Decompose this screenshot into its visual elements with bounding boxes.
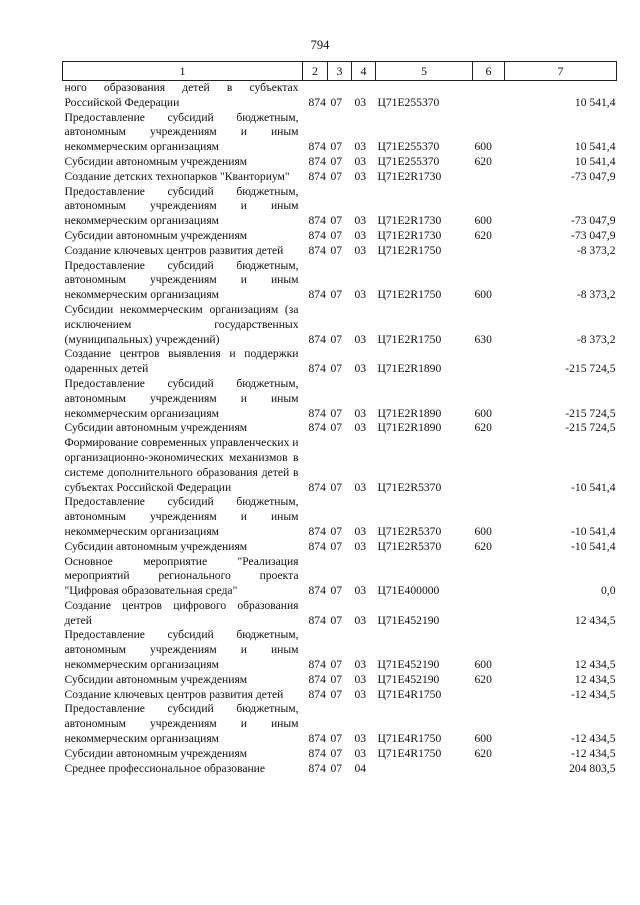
row-subsection-code: 04	[354, 761, 367, 775]
row-target-article: Ц71Е2R1750	[377, 288, 442, 302]
row-name: Субсидии автономным учреждениям	[64, 154, 248, 168]
row-expense-type	[473, 688, 505, 703]
header-col-4: 4	[352, 62, 376, 81]
row-amount: -10 541,4	[571, 539, 616, 553]
row-ministry-code: 874	[308, 95, 326, 109]
row-subsection-code: 03	[354, 288, 367, 302]
row-expense-type: 620	[474, 672, 492, 686]
row-target-article: Ц71Е452190	[377, 658, 440, 672]
row-ministry-code: 874	[308, 214, 326, 228]
row-amount: -73 047,9	[571, 228, 616, 242]
row-subsection-code: 03	[354, 613, 367, 627]
row-section-code: 07	[330, 746, 343, 760]
row-subsection-code: 03	[354, 584, 367, 598]
row-target-article: Ц71Е2R1890	[377, 421, 442, 435]
row-amount: -10 541,4	[571, 480, 616, 494]
row-amount: 204 803,5	[569, 761, 616, 775]
table-row	[63, 303, 617, 347]
row-amount: -12 434,5	[571, 746, 616, 760]
row-section-code: 07	[330, 732, 343, 746]
row-name: ного образования детей в субъектах Российской Федерации	[64, 81, 299, 109]
row-name: Предоставление субсидий бюджетным, автономным учреждениям и иным некоммерческим организациям	[64, 258, 299, 302]
table-row	[63, 111, 617, 155]
row-subsection-code: 03	[354, 169, 367, 183]
row-name: Предоставление субсидий бюджетным, автономным учреждениям и иным некоммерческим организациям	[64, 495, 299, 538]
row-subsection-code: 03	[354, 658, 367, 672]
row-name: Субсидии автономным учреждениям	[64, 746, 248, 760]
row-name: Среднее профессиональное образование	[64, 761, 266, 775]
row-name: Основное мероприятие "Реализация мероприятий регионального проекта "Цифровая образовательная среда"	[64, 554, 299, 598]
row-expense-type	[473, 244, 505, 259]
table-row	[63, 762, 617, 777]
table-row	[63, 628, 617, 672]
row-target-article: Ц71Е4R1750	[377, 687, 442, 701]
row-expense-type	[473, 762, 505, 777]
row-expense-type: 620	[474, 228, 492, 242]
row-section-code: 07	[330, 362, 343, 376]
row-section-code: 07	[330, 243, 343, 257]
row-name: Субсидии автономным учреждениям	[64, 228, 248, 242]
table-row	[63, 259, 617, 303]
row-expense-type	[473, 599, 505, 629]
row-subsection-code: 03	[354, 406, 367, 420]
row-expense-type: 600	[474, 524, 492, 538]
row-amount: -12 434,5	[571, 732, 616, 746]
row-section-code: 07	[330, 613, 343, 627]
table-row	[63, 436, 617, 495]
row-amount: 10 541,4	[574, 140, 616, 154]
row-name: Формирование современных управленческих и организационно-экономических механизмов в системе дополнительного образования детей в субъектах Российской Федерации	[64, 436, 299, 494]
row-amount: 12 434,5	[574, 672, 616, 686]
row-amount: -73 047,9	[571, 169, 616, 183]
row-name: Предоставление субсидий бюджетным, автономным учреждениям и иным некоммерческим организациям	[64, 184, 299, 228]
row-subsection-code: 03	[354, 746, 367, 760]
header-col-3: 3	[328, 62, 352, 81]
row-ministry-code: 874	[308, 539, 326, 553]
table-row	[63, 673, 617, 688]
row-expense-type	[473, 347, 505, 377]
row-subsection-code: 03	[354, 140, 367, 154]
row-section-code: 07	[330, 288, 343, 302]
row-target-article: Ц71Е2R5370	[377, 539, 442, 553]
row-ministry-code: 874	[308, 658, 326, 672]
row-name: Субсидии автономным учреждениям	[64, 421, 248, 435]
table-row	[63, 170, 617, 185]
row-amount: -8 373,2	[576, 243, 616, 257]
table-header-row	[63, 62, 617, 81]
row-ministry-code: 874	[308, 524, 326, 538]
table-row	[63, 347, 617, 377]
row-target-article: Ц71Е2R1890	[377, 406, 442, 420]
row-name: Создание детских технопарков "Кванториум"	[64, 169, 290, 183]
row-amount: 10 541,4	[574, 154, 616, 168]
header-col-7: 7	[505, 62, 617, 81]
row-name: Субсидии автономным учреждениям	[64, 539, 248, 553]
table-row	[63, 377, 617, 421]
row-name: Создание ключевых центров развития детей	[64, 687, 284, 701]
row-expense-type: 600	[474, 214, 492, 228]
table-row	[63, 495, 617, 539]
row-section-code: 07	[330, 480, 343, 494]
row-expense-type: 630	[474, 332, 492, 346]
header-col-1: 1	[63, 62, 303, 81]
row-amount: -215 724,5	[565, 421, 616, 435]
table-row	[63, 540, 617, 555]
row-subsection-code: 03	[354, 214, 367, 228]
row-target-article: Ц71Е2R1730	[377, 228, 442, 242]
table-row	[63, 81, 617, 111]
row-subsection-code: 03	[354, 95, 367, 109]
table-row	[63, 421, 617, 436]
budget-table	[62, 61, 617, 776]
table-row	[63, 747, 617, 762]
row-ministry-code: 874	[308, 169, 326, 183]
row-target-article: Ц71Е255370	[377, 154, 440, 168]
row-name: Создание ключевых центров развития детей	[64, 243, 284, 257]
row-expense-type: 600	[474, 288, 492, 302]
row-amount: -73 047,9	[571, 214, 616, 228]
row-subsection-code: 03	[354, 228, 367, 242]
row-section-code: 07	[330, 524, 343, 538]
row-amount: 0,0	[601, 584, 616, 598]
row-section-code: 07	[330, 421, 343, 435]
row-ministry-code: 874	[308, 672, 326, 686]
row-amount: -8 373,2	[576, 332, 616, 346]
row-section-code: 07	[330, 140, 343, 154]
row-section-code: 07	[330, 95, 343, 109]
row-subsection-code: 03	[354, 362, 367, 376]
row-expense-type: 600	[474, 732, 492, 746]
row-expense-type: 600	[474, 658, 492, 672]
header-col-6: 6	[473, 62, 505, 81]
row-target-article: Ц71Е255370	[377, 95, 440, 109]
row-target-article	[376, 762, 473, 777]
row-section-code: 07	[330, 214, 343, 228]
row-name: Предоставление субсидий бюджетным, автономным учреждениям и иным некоммерческим организациям	[64, 376, 299, 420]
row-section-code: 07	[330, 169, 343, 183]
row-subsection-code: 03	[354, 332, 367, 346]
table-row	[63, 229, 617, 244]
table-row	[63, 555, 617, 599]
row-amount: -215 724,5	[565, 362, 616, 376]
row-expense-type: 620	[474, 154, 492, 168]
table-row	[63, 244, 617, 259]
row-target-article: Ц71Е2R1750	[377, 243, 442, 257]
row-target-article: Ц71Е452190	[377, 613, 440, 627]
row-subsection-code: 03	[354, 524, 367, 538]
row-ministry-code: 874	[308, 421, 326, 435]
row-expense-type	[473, 436, 505, 495]
row-subsection-code: 03	[354, 154, 367, 168]
row-target-article: Ц71Е4R1750	[377, 732, 442, 746]
row-ministry-code: 874	[308, 154, 326, 168]
row-ministry-code: 874	[308, 288, 326, 302]
row-name: Предоставление субсидий бюджетным, автономным учреждениям и иным некоммерческим организациям	[64, 110, 299, 154]
row-section-code: 07	[330, 584, 343, 598]
row-subsection-code: 03	[354, 672, 367, 686]
row-expense-type	[473, 81, 505, 111]
table-row	[63, 185, 617, 229]
row-section-code: 07	[330, 154, 343, 168]
page-number: 794	[310, 38, 330, 52]
row-expense-type: 600	[474, 140, 492, 154]
row-section-code: 07	[330, 228, 343, 242]
row-target-article: Ц71Е452190	[377, 672, 440, 686]
row-subsection-code: 03	[354, 243, 367, 257]
row-subsection-code: 03	[354, 539, 367, 553]
row-section-code: 07	[330, 332, 343, 346]
row-target-article: Ц71Е255370	[377, 140, 440, 154]
row-ministry-code: 874	[308, 362, 326, 376]
row-amount: -12 434,5	[571, 687, 616, 701]
row-expense-type	[473, 170, 505, 185]
row-ministry-code: 874	[308, 584, 326, 598]
row-ministry-code: 874	[308, 613, 326, 627]
row-target-article: Ц71Е4R1750	[377, 746, 442, 760]
row-amount: -8 373,2	[576, 288, 616, 302]
row-ministry-code: 874	[308, 406, 326, 420]
row-ministry-code: 874	[308, 480, 326, 494]
row-subsection-code: 03	[354, 687, 367, 701]
row-ministry-code: 874	[308, 687, 326, 701]
row-subsection-code: 03	[354, 732, 367, 746]
row-target-article: Ц71Е2R1730	[377, 214, 442, 228]
row-target-article: Ц71Е400000	[377, 584, 440, 598]
row-section-code: 07	[330, 672, 343, 686]
row-section-code: 07	[330, 687, 343, 701]
row-target-article: Ц71Е2R1750	[377, 332, 442, 346]
table-row	[63, 688, 617, 703]
table-row	[63, 599, 617, 629]
row-target-article: Ц71Е2R1890	[377, 362, 442, 376]
row-section-code: 07	[330, 539, 343, 553]
row-target-article: Ц71Е2R1730	[377, 169, 442, 183]
table-row	[63, 702, 617, 746]
row-subsection-code: 03	[354, 480, 367, 494]
row-target-article: Ц71Е2R5370	[377, 524, 442, 538]
table-row	[63, 155, 617, 170]
row-name: Создание центров выявления и поддержки одаренных детей	[64, 347, 299, 376]
header-col-2: 2	[303, 62, 328, 81]
row-name: Субсидии автономным учреждениям	[64, 672, 248, 686]
row-ministry-code: 874	[308, 243, 326, 257]
row-expense-type: 620	[474, 746, 492, 760]
row-name: Предоставление субсидий бюджетным, автономным учреждениям и иным некоммерческим организациям	[64, 702, 299, 746]
row-expense-type: 620	[474, 539, 492, 553]
row-amount: 12 434,5	[574, 613, 616, 627]
row-amount: -10 541,4	[571, 524, 616, 538]
row-expense-type	[473, 555, 505, 599]
row-target-article: Ц71Е2R5370	[377, 480, 442, 494]
row-subsection-code: 03	[354, 421, 367, 435]
row-amount: 10 541,4	[574, 95, 616, 109]
row-expense-type: 600	[474, 406, 492, 420]
header-col-5: 5	[376, 62, 473, 81]
row-name: Субсидии некоммерческим организациям (за исключением государственных (муниципальных) учреждений)	[64, 302, 299, 346]
row-ministry-code: 874	[308, 332, 326, 346]
row-ministry-code: 874	[308, 746, 326, 760]
row-amount: 12 434,5	[574, 658, 616, 672]
row-section-code: 07	[330, 658, 343, 672]
row-section-code: 07	[330, 406, 343, 420]
row-ministry-code: 874	[308, 761, 326, 775]
row-name: Предоставление субсидий бюджетным, автономным учреждениям и иным некоммерческим организациям	[64, 628, 299, 672]
row-expense-type: 620	[474, 421, 492, 435]
row-ministry-code: 874	[308, 140, 326, 154]
row-ministry-code: 874	[308, 732, 326, 746]
row-amount: -215 724,5	[565, 406, 616, 420]
row-section-code: 07	[330, 761, 343, 775]
row-name: Создание центров цифрового образования детей	[64, 598, 299, 627]
row-ministry-code: 874	[308, 228, 326, 242]
